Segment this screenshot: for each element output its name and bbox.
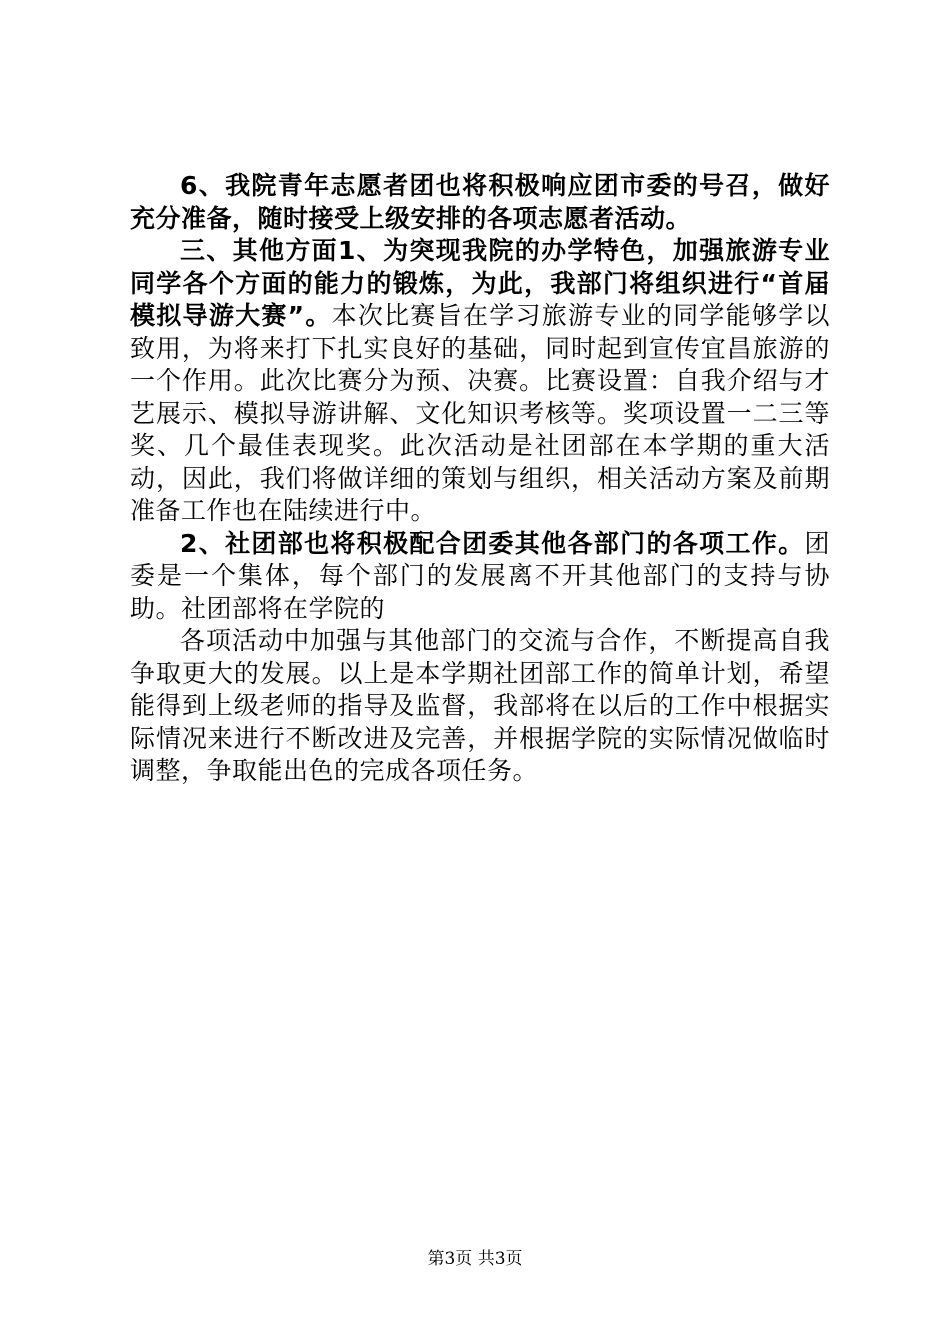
paragraph-text: 6、我院青年志愿者团也将积极响应团市委的号召，做好充分准备，随时接受上级安排的各项志愿者活动。 <box>130 171 830 233</box>
paragraph-heading-text: 三、其他方面1、为突现我院的办学特色，加强旅游专业同学各个方面的能力的锻炼，为此，我部门将组织进行“首届模拟导游大赛”。 <box>130 236 830 330</box>
page-footer <box>0 1244 950 1269</box>
page-number-label: 第3页 共3页 <box>427 1249 523 1269</box>
paragraph-closing <box>130 625 830 788</box>
paragraph-volunteer <box>130 170 830 235</box>
paragraph-body-text: 各项活动中加强与其他部门的交流与合作，不断提高自我争取更大的发展。以上是本学期社团部工作的简单计划，希望能得到上级老师的指导及监督，我部将在以后的工作中根据实际情况来进行不断改进及完善，并根据学院的实际情况做临时调整，争取能出色的完成各项任务。 <box>130 626 830 785</box>
paragraph-cooperation <box>130 528 830 626</box>
paragraph-body-text: 团委是一个集体，每个部门的发展离不开其他部门的支持与协助。社团部将在学院的 <box>130 528 830 623</box>
document-body <box>130 170 830 788</box>
paragraph-other-aspects <box>130 235 830 528</box>
paragraph-body-text: 本次比赛旨在学习旅游专业的同学能够学以致用，为将来打下扎实良好的基础，同时起到宣传宜昌旅游的一个作用。此次比赛分为预、决赛。比赛设置：自我介绍与才艺展示、模拟导游讲解、文化知识考核等。奖项设置一二三等奖、几个最佳表现奖。此次活动是社团部在本学期的重大活动，因此，我们将做详细的策划与组织，相关活动方案及前期准备工作也在陆续进行中。 <box>130 301 830 525</box>
paragraph-heading-text: 2、社团部也将积极配合团委其他各部门的各项工作。 <box>180 528 805 558</box>
